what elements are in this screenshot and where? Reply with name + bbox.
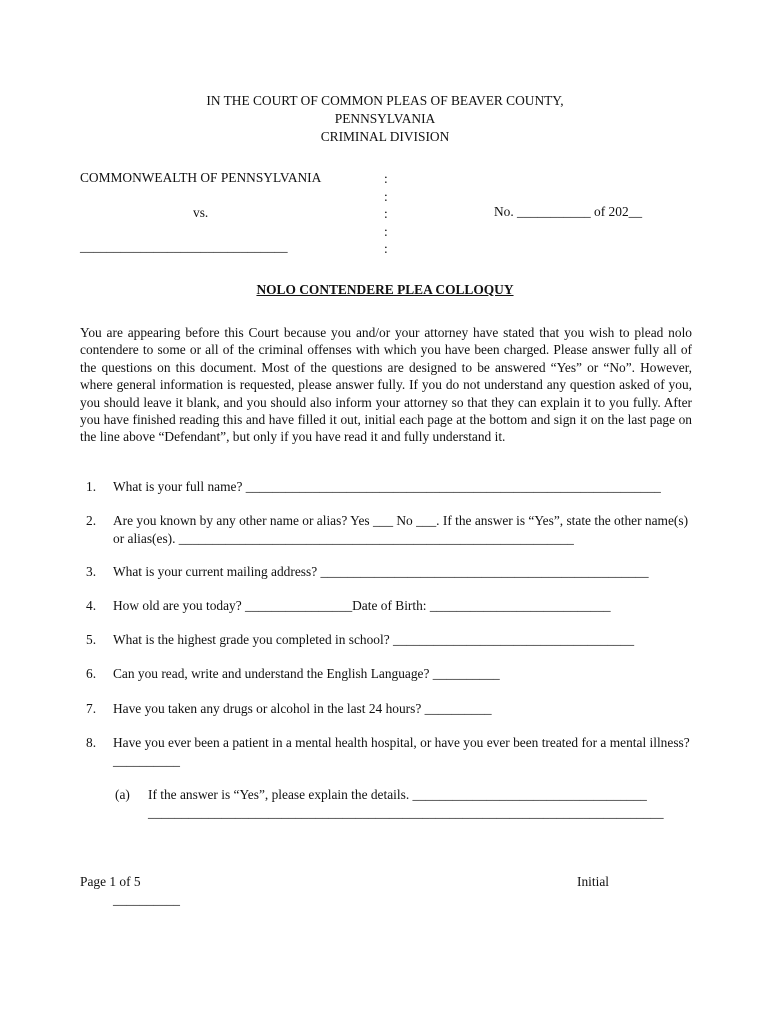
court-header: [0, 92, 770, 146]
instructions-paragraph: You are appearing before this Court because you and/or your attorney have stated that you wish to plead nolo contendere to some or all of the criminal offenses with which you have been charged. Please answer fully all of the questions on this document. Most of the questions are designed to be answered “Yes” or “No”. However, where general information is requested, please answer fully. If you do not understand any question asked of you, you should leave it blank, and you should also inform your attorney so that they can explain it to you fully. After you have finished reading this and have filled it out, initial each page at the bottom and sign it on the last page on the line above “Defendant”, but only if you have read it and fully understand it.: [80, 325, 692, 445]
court-header-line-3: CRIMINAL DIVISION: [320, 129, 450, 144]
question-number: 1.: [86, 479, 97, 494]
question-text: What is your current mailing address? _________________________________________________: [113, 564, 649, 579]
subquestion-label: (a): [115, 787, 130, 802]
question-text: Can you read, write and understand the English Language? __________: [113, 666, 500, 681]
initial-label: Initial: [577, 874, 609, 889]
docket-number-field[interactable]: No. ___________ of 202__: [494, 204, 643, 219]
caption-colon: :: [384, 206, 388, 221]
question-text: Have you taken any drugs or alcohol in the last 24 hours? __________: [113, 701, 492, 716]
question-number: 3.: [86, 564, 97, 579]
question-1[interactable]: [80, 478, 692, 496]
question-number: 7.: [86, 701, 97, 716]
plaintiff-name: COMMONWEALTH OF PENNSYLVANIA: [80, 170, 322, 185]
subquestion-text: If the answer is “Yes”, please explain the details. ___________________________________ _____________________________________________________________________________: [148, 787, 664, 820]
caption-colon: :: [384, 241, 388, 256]
question-number: 4.: [86, 598, 97, 613]
question-3[interactable]: [80, 563, 692, 581]
question-number: 2.: [86, 513, 97, 528]
versus-label: vs.: [193, 205, 209, 220]
question-2[interactable]: [80, 512, 692, 548]
question-text: What is your full name? ______________________________________________________________: [113, 479, 661, 494]
caption-colon: :: [384, 223, 388, 239]
caption-colon: :: [384, 188, 388, 204]
page-number: Page 1 of 5: [80, 874, 141, 889]
question-7[interactable]: [80, 700, 692, 718]
question-8a[interactable]: [80, 786, 692, 822]
question-number: 8.: [86, 735, 97, 750]
question-6[interactable]: [80, 665, 692, 683]
initial-blank[interactable]: __________: [113, 892, 180, 907]
question-4[interactable]: [80, 597, 692, 615]
document-title: NOLO CONTENDERE PLEA COLLOQUY: [256, 282, 514, 297]
court-header-line-2: PENNSYLVANIA: [334, 111, 436, 126]
question-text: Have you ever been a patient in a mental health hospital, or have you ever been treated for a mental illness? __________: [113, 735, 690, 768]
caption-divider: [384, 170, 388, 258]
caption-colon: :: [384, 171, 388, 186]
question-number: 6.: [86, 666, 97, 681]
question-5[interactable]: [80, 631, 692, 649]
question-text: Are you known by any other name or alias? Yes ___ No ___. If the answer is “Yes”, state the other name(s) or alias(es). ___________________________________________________________: [113, 513, 689, 546]
question-text: How old are you today? ________________Date of Birth: ___________________________: [113, 598, 611, 613]
defendant-name-blank[interactable]: _______________________________: [80, 239, 288, 254]
question-8[interactable]: [80, 734, 692, 770]
question-number: 5.: [86, 632, 97, 647]
question-text: What is the highest grade you completed in school? ____________________________________: [113, 632, 635, 647]
court-header-line-1: IN THE COURT OF COMMON PLEAS OF BEAVER COUNTY,: [206, 93, 564, 108]
